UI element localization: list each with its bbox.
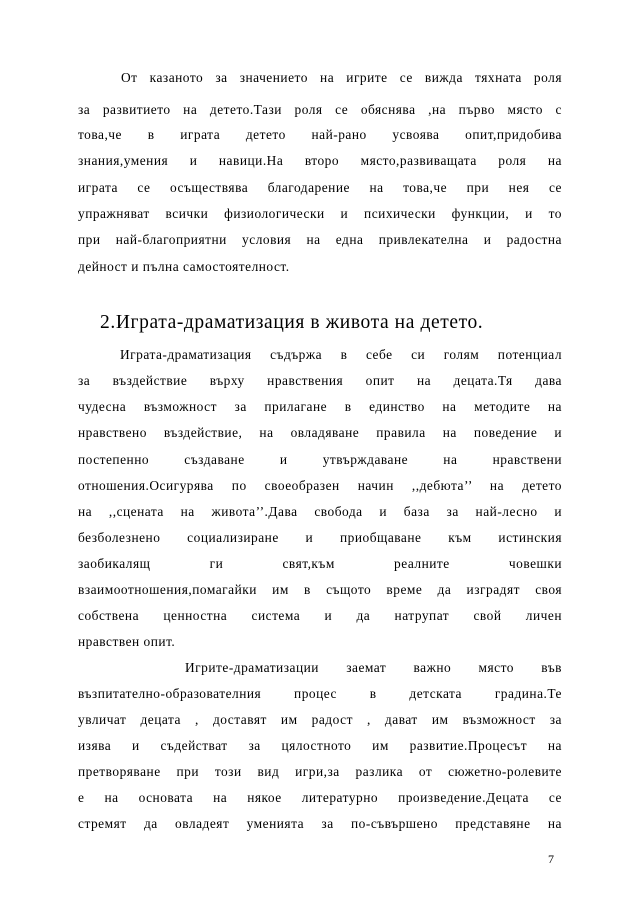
- text-line: е на основата на някое литературно произведение.Децата се: [78, 790, 562, 805]
- text-line: на ,,сцената на живота’’.Дава свобода и база за най-лесно и: [78, 504, 562, 519]
- text-line: играта се осъществява благодарение на това,че при нея се: [78, 180, 562, 195]
- text-line: безболезнено социализиране и приобщаване към истинския: [78, 530, 562, 545]
- text-line: дейност и пълна самостоятелност.: [78, 259, 290, 274]
- page-number: 7: [548, 852, 554, 866]
- text-line: стремят да овладеят уменията за по-съвършено представяне на: [78, 816, 562, 831]
- text-line: нравствен опит.: [78, 634, 176, 649]
- text-line: за развитието на детето.Тази роля се обяснява ,на първо място с: [78, 102, 562, 117]
- text-line: знания,умения и навици.На второ място,развиващата роля на: [78, 153, 562, 168]
- text-line: чудесна възможност за прилагане в единство на методите на: [78, 399, 562, 414]
- text-line: възпитателно-образователния процес в детската градина.Те: [78, 686, 562, 701]
- text-line: собствена ценностна система и да натрупат свой личен: [78, 608, 562, 623]
- text-line: Играта-драматизация съдържа в себе си голям потенциал: [120, 347, 562, 362]
- text-line: заобикалящ ги свят,към реалните човешки: [78, 556, 562, 571]
- text-line: Игрите-драматизации заемат важно място във: [185, 660, 562, 675]
- text-line: упражняват всички физиологически и психически функции, и то: [78, 206, 562, 221]
- text-line: нравствено въздействие, на овладяване правила на поведение и: [78, 425, 562, 440]
- text-line: взаимоотношения,помагайки им в същото време да изградят своя: [78, 582, 562, 597]
- text-line: постепенно създаване и утвърждаване на нравствени: [78, 452, 562, 467]
- text-line: при най-благоприятни условия на една привлекателна и радостна: [78, 232, 562, 247]
- text-line: увличат децата , доставят им радост , дават им възможност за: [78, 712, 562, 727]
- text-line: претворяване при този вид игри,за разлика от сюжетно-ролевите: [78, 764, 562, 779]
- section-heading: 2.Играта-драматизация в живота на детето.: [100, 312, 484, 333]
- text-line: От казаното за значението на игрите се вижда тяхната роля: [121, 70, 562, 85]
- text-line: отношения.Осигурява по своеобразен начин ,,дебюта’’ на детето: [78, 478, 562, 493]
- text-line: това,че в играта детето най-рано усвоява опит,придобива: [78, 127, 562, 142]
- text-line: за въздействие върху нравствения опит на децата.Тя дава: [78, 373, 562, 388]
- text-line: изява и съдействат за цялостното им развитие.Процесът на: [78, 738, 562, 753]
